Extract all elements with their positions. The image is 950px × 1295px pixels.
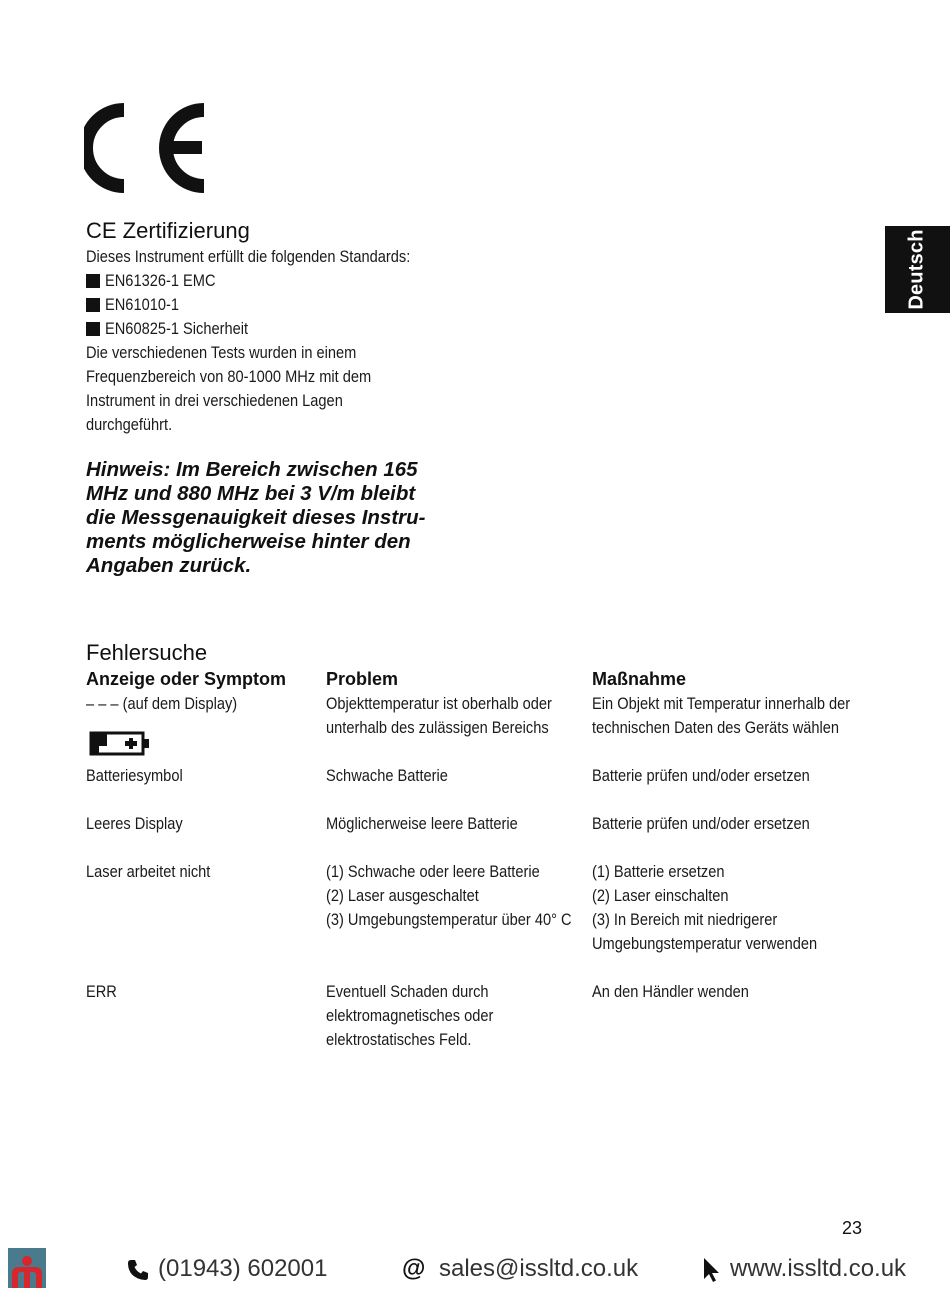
list-item: EN61326-1 EMC [86, 269, 486, 293]
footer-website[interactable]: www.issltd.co.uk [730, 1255, 907, 1282]
table-row-symptom: – – – (auf dem Display) [86, 694, 238, 713]
table-row-action: Batterie prüfen und/oder ersetzen [592, 766, 810, 785]
header-symptom: Anzeige oder Symptom [86, 669, 287, 689]
list-item: EN60825-1 Sicherheit [86, 317, 486, 341]
cursor-arrow-icon [702, 1257, 722, 1283]
footer-phone[interactable]: (01943) 602001 [158, 1255, 328, 1282]
table-row-problem: Schwache Batterie [326, 766, 448, 785]
bullet-square-icon [86, 274, 100, 288]
table-row-symptom: Batteriesymbol [86, 766, 183, 785]
table-row-problem: (1) Schwache oder leere Batterie (2) Laser ausgeschaltet (3) Umgebungstemperatur über 40° C [326, 862, 572, 929]
battery-low-icon [89, 731, 151, 756]
phone-icon [126, 1258, 150, 1282]
ce-intro: Dieses Instrument erfüllt die folgenden Standards: [86, 247, 411, 266]
table-row-symptom: Leeres Display [86, 814, 183, 833]
ce-mark-logo [84, 100, 210, 196]
language-tab-label: Deutsch [906, 229, 928, 310]
footer-email[interactable]: sales@issltd.co.uk [439, 1255, 639, 1282]
table-row-symptom: ERR [86, 982, 117, 1001]
language-tab [885, 226, 950, 313]
table-row-problem: Objekttemperatur ist oberhalb oder unterhalb des zulässigen Bereichs [326, 694, 552, 737]
troubleshooting-title: Fehlersuche [86, 640, 208, 665]
header-action: Maßnahme [592, 669, 687, 689]
table-row-action: An den Händler wenden [592, 982, 749, 1001]
ce-section [86, 217, 486, 437]
ce-body [86, 245, 486, 437]
ce-title: CE Zertifizierung [86, 218, 250, 243]
table-row-symptom: Laser arbeitet nicht [86, 862, 211, 881]
list-item: EN61010-1 [86, 293, 486, 317]
tests-paragraph: Die verschiedenen Tests wurden in einem Frequenzbereich von 80-1000 MHz mit dem Instrument in drei verschiedenen Lagen durchgeführt. [86, 343, 372, 434]
ce-note: Hinweis: Im Bereich zwischen 165 MHz und 880 MHz bei 3 V/m bleibt die Messgenauigkeit dieses Instru- ments möglicherweise hinter den Angaben zurück. [86, 458, 426, 577]
bullet-square-icon [86, 322, 100, 336]
company-logo [8, 1248, 46, 1288]
table-row-action: Batterie prüfen und/oder ersetzen [592, 814, 810, 833]
page-number: 23 [842, 1218, 863, 1238]
table-row-problem: Möglicherweise leere Batterie [326, 814, 518, 833]
at-icon: @ [402, 1255, 426, 1282]
table-row-action: Ein Objekt mit Temperatur innerhalb der technischen Daten des Geräts wählen [592, 694, 851, 737]
table-row-problem: Eventuell Schaden durch elektromagnetisches oder elektrostatisches Feld. [326, 982, 494, 1049]
bullet-square-icon [86, 298, 100, 312]
standards-list [86, 269, 486, 341]
header-problem: Problem [326, 669, 399, 689]
table-row-action: (1) Batterie ersetzen (2) Laser einschalten (3) In Bereich mit niedrigerer Umgebungstemperatur verwenden [592, 862, 818, 953]
